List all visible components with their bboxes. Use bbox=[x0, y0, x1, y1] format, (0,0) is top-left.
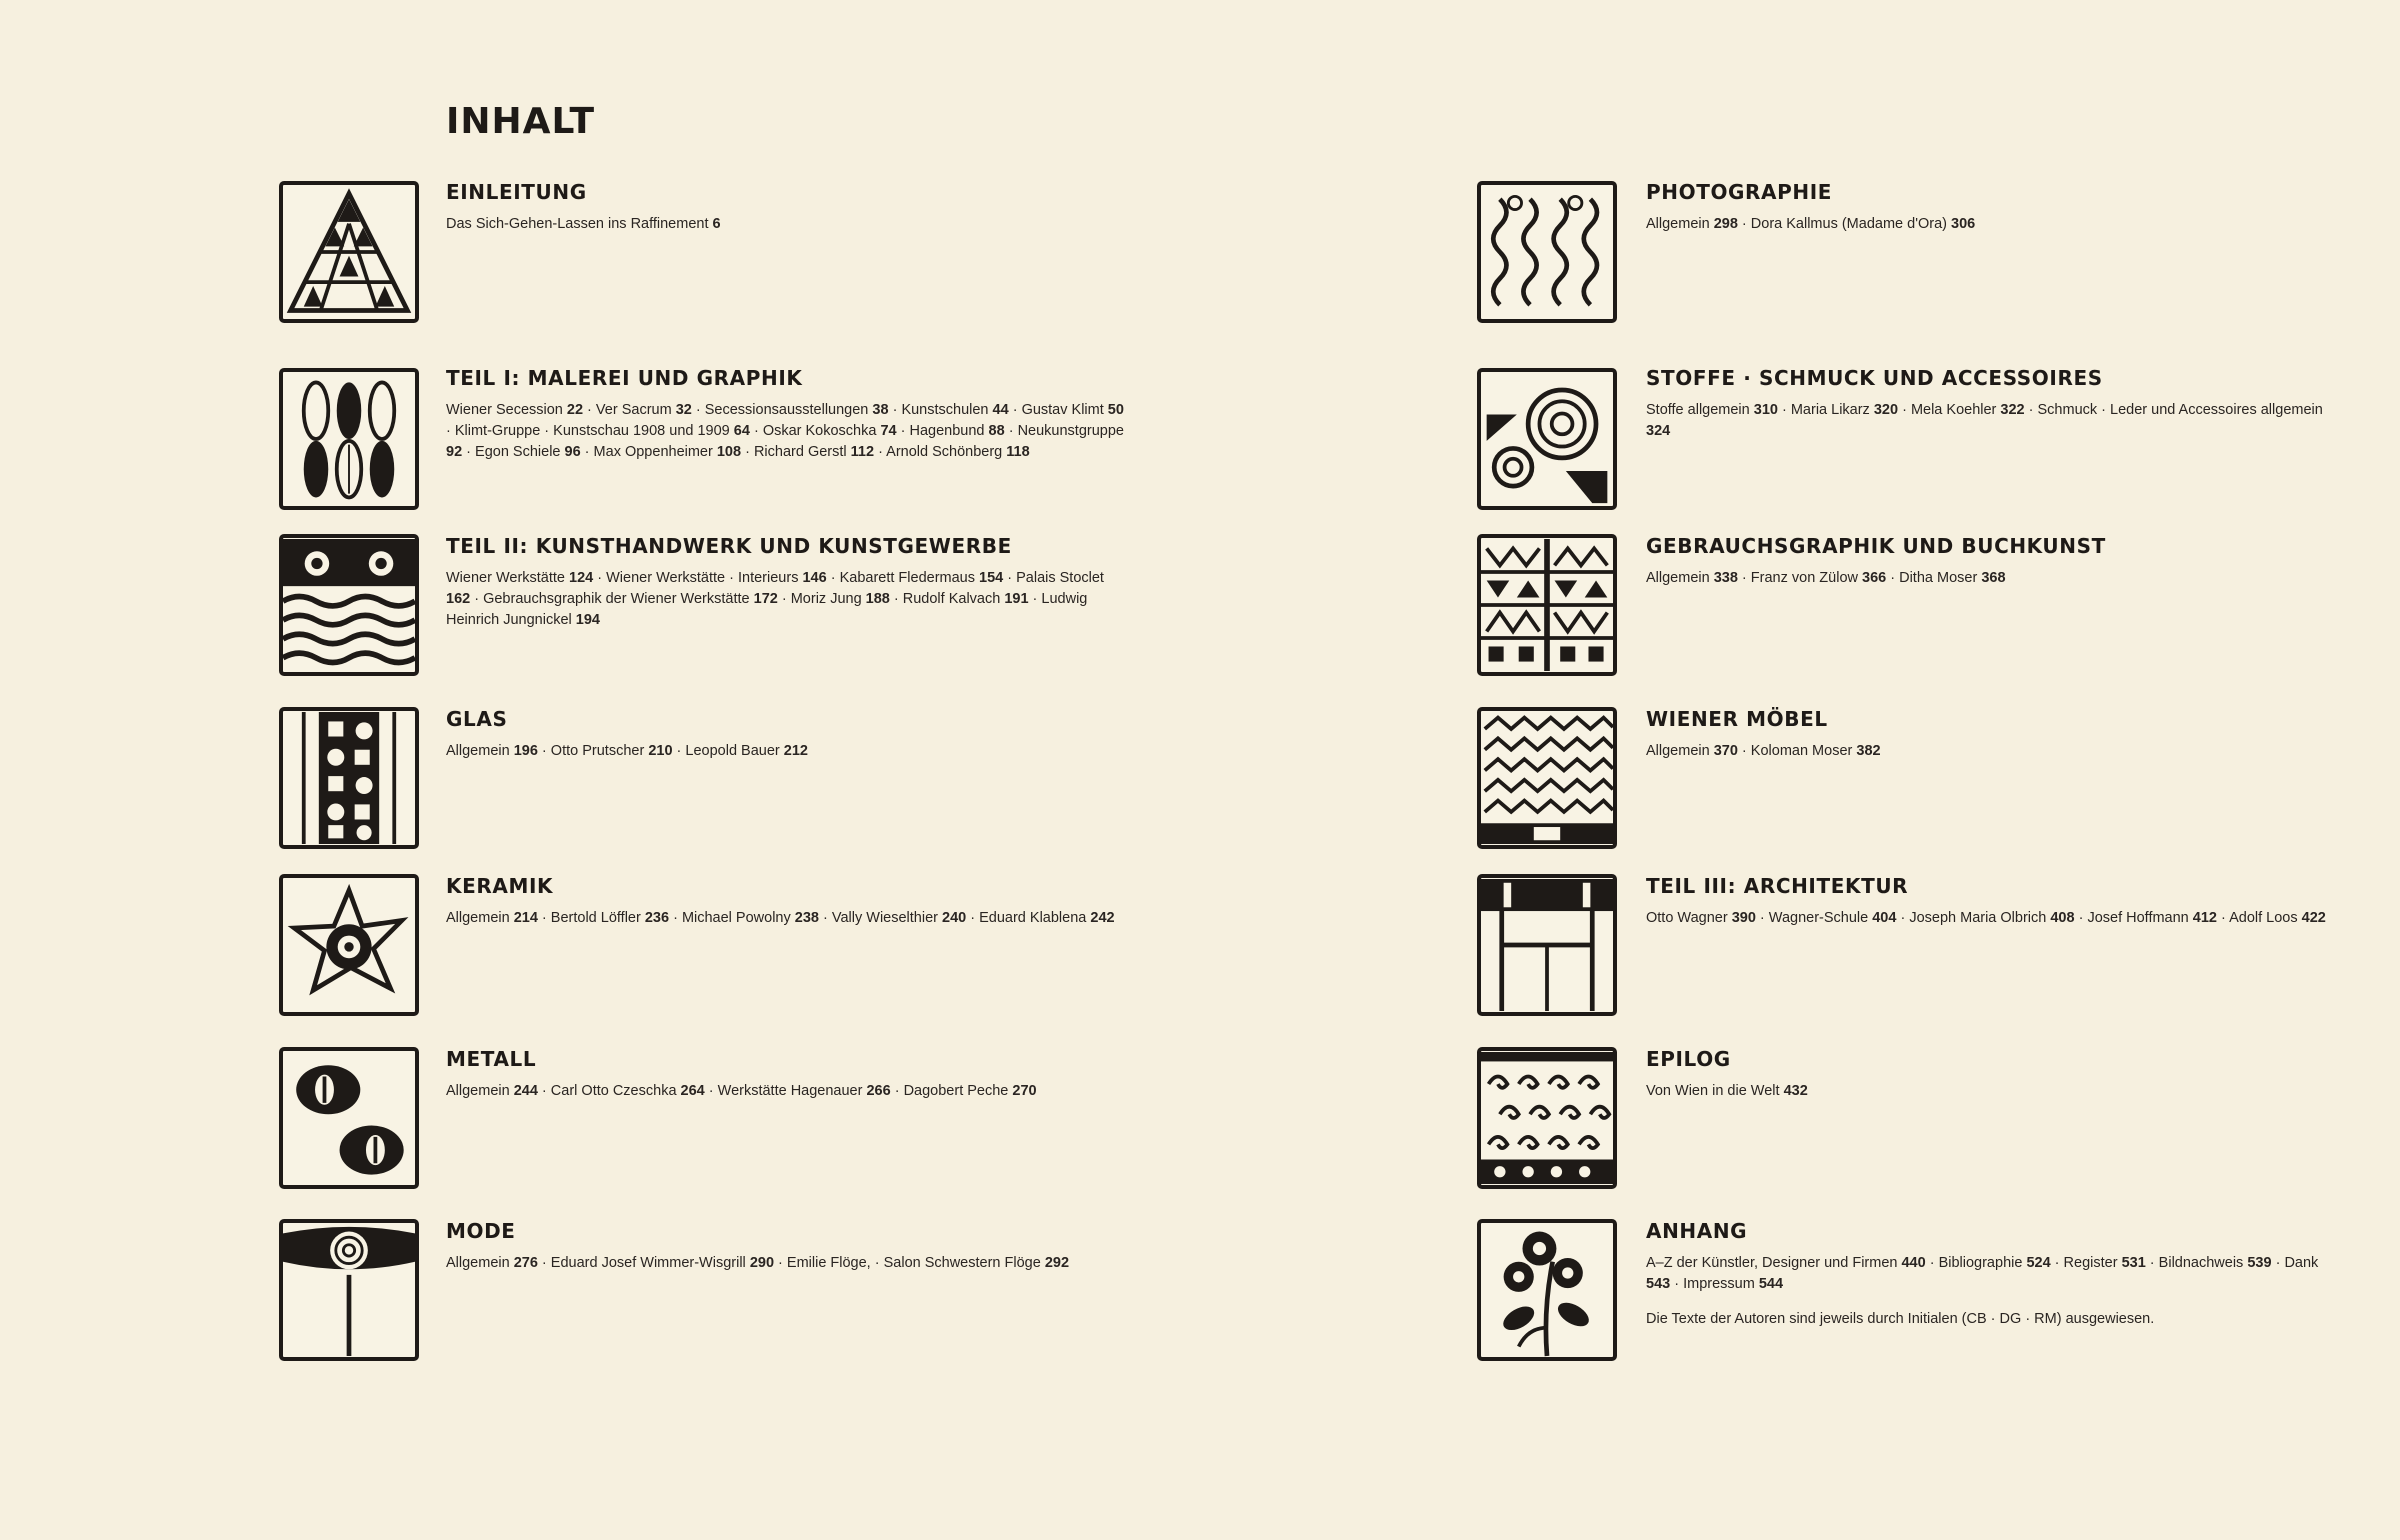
toc-item bbox=[886, 444, 1030, 460]
toc-item-title: Wagner-Schule bbox=[1768, 910, 1869, 926]
section-items bbox=[1646, 1081, 2326, 1102]
toc-item-title: Secessionsausstellungen bbox=[704, 402, 869, 418]
toc-item bbox=[1791, 402, 1898, 418]
toc-item bbox=[1899, 570, 2005, 586]
toc-item-page: 322 bbox=[2000, 402, 2025, 418]
toc-item-title: Werkstätte Hagenauer bbox=[717, 1083, 863, 1099]
toc-item-page: 524 bbox=[2026, 1255, 2051, 1271]
toc-item bbox=[1911, 402, 2025, 418]
toc-item bbox=[763, 423, 897, 439]
roses-icon bbox=[1477, 368, 1617, 510]
toc-item-page: 543 bbox=[1646, 1276, 1671, 1292]
toc-item-page: 118 bbox=[1006, 444, 1030, 460]
section-heading: TEIL III: ARCHITEKTUR bbox=[1646, 874, 1909, 898]
toc-item-title: Michael Powolny bbox=[681, 910, 791, 926]
toc-item-page: 162 bbox=[446, 591, 471, 607]
toc-item-title: Moriz Jung bbox=[790, 591, 862, 607]
toc-item bbox=[1646, 570, 1738, 586]
toc-item bbox=[446, 402, 583, 418]
toc-item-title: Franz von Zülow bbox=[1750, 570, 1858, 586]
toc-item bbox=[1646, 910, 1756, 926]
toc-item-page: 412 bbox=[2192, 910, 2217, 926]
toc-item-title: Ditha Moser bbox=[1899, 570, 1978, 586]
toc-item-page: 531 bbox=[2121, 1255, 2146, 1271]
toc-item-page: 310 bbox=[1753, 402, 1778, 418]
ovals-pattern-icon bbox=[279, 368, 419, 510]
toc-item bbox=[446, 743, 538, 759]
section-items: Allgemein 244 · Carl Otto Czeschka 264 · Werkstätte Hagenauer 266 · Dagobert Peche 270 bbox=[446, 1083, 1037, 1099]
toc-item-title: Dank bbox=[2284, 1255, 2319, 1271]
toc-item-title: Allgemein bbox=[446, 743, 510, 759]
toc-item-title: Emilie Flöge, bbox=[786, 1255, 871, 1271]
toc-item bbox=[596, 402, 692, 418]
toc-item-title: Schmuck · Leder und Accessoires allgemein bbox=[2037, 402, 2323, 418]
section-items: Allgemein 214 · Bertold Löffler 236 · Michael Powolny 238 · Vally Wieselthier 240 · Eduard Klablena 242 bbox=[446, 910, 1115, 926]
toc-item-title: Das Sich-Gehen-Lassen ins Raffinement bbox=[446, 216, 709, 232]
toc-item-page: 6 bbox=[712, 216, 721, 232]
toc-item-title: Rudolf Kalvach bbox=[902, 591, 1001, 607]
toc-item-title: Allgemein bbox=[1646, 743, 1710, 759]
toc-item bbox=[903, 591, 1029, 607]
toc-item bbox=[754, 444, 874, 460]
toc-item bbox=[705, 402, 889, 418]
section-items bbox=[446, 214, 1126, 235]
toc-item bbox=[483, 591, 778, 607]
toc-item-title: Neukunstgruppe bbox=[1017, 423, 1124, 439]
toc-item-title: Max Oppenheimer bbox=[593, 444, 713, 460]
toc-item bbox=[1909, 910, 2074, 926]
toc-item-page: 270 bbox=[1012, 1083, 1037, 1099]
toc-item-page: 191 bbox=[1004, 591, 1029, 607]
toc-item-page: 320 bbox=[1873, 402, 1899, 418]
toc-item-title: Ver Sacrum bbox=[595, 402, 672, 418]
section-heading: TEIL II: KUNSTHANDWERK UND KUNSTGEWERBE bbox=[446, 534, 1012, 558]
toc-item-page: 338 bbox=[1713, 570, 1738, 586]
section-items: Allgemein 338 · Franz von Zülow 366 · Ditha Moser 368 bbox=[1646, 570, 2006, 586]
toc-item-title: Richard Gerstl bbox=[753, 444, 847, 460]
toc-item-title: Kabarett Fledermaus bbox=[839, 570, 975, 586]
toc-item-title: Josef Hoffmann bbox=[2087, 910, 2189, 926]
toc-item-title: Eduard Klablena bbox=[979, 910, 1087, 926]
toc-item-page: 240 bbox=[942, 910, 967, 926]
toc-item bbox=[1022, 402, 1124, 418]
toc-item-title: Klimt-Gruppe bbox=[454, 423, 541, 439]
star-pattern-icon bbox=[279, 874, 419, 1016]
section-heading: TEIL I: MALEREI UND GRAPHIK bbox=[446, 366, 803, 390]
glass-pattern-icon bbox=[279, 707, 419, 849]
section-items: Wiener Werkstätte 124 · Wiener Werkstätte · Interieurs 146 · Kabarett Fledermaus 154 · Palais Stoclet 162 · Gebrauchsgraphik der Wiener Werkstätte 172 · Moriz Jung 188 · Rudolf Kalvach 191 · Ludwig Heinrich Jungnickel 194 bbox=[446, 570, 1104, 628]
toc-item-page: 64 bbox=[733, 423, 750, 439]
toc-item bbox=[446, 910, 538, 926]
section-heading: EINLEITUNG bbox=[446, 180, 587, 204]
page-title: INHALT bbox=[446, 101, 596, 142]
section-items: Otto Wagner 390 · Wagner-Schule 404 · Joseph Maria Olbrich 408 · Josef Hoffmann 412 · Adolf Loos 422 bbox=[1646, 910, 2326, 926]
section-items: Allgemein 370 · Koloman Moser 382 bbox=[1646, 743, 1881, 759]
toc-item-title: Ludwig Heinrich Jungnickel bbox=[446, 591, 1088, 628]
toc-item-title: Palais Stoclet bbox=[1016, 570, 1104, 586]
toc-item-page: 214 bbox=[513, 910, 538, 926]
toc-item-page: 22 bbox=[566, 402, 584, 418]
toc-item-page: 366 bbox=[1862, 570, 1887, 586]
toc-item-page: 74 bbox=[880, 423, 897, 439]
toc-item-title: Dagobert Peche bbox=[903, 1083, 1009, 1099]
toc-item-title: Allgemein bbox=[446, 910, 510, 926]
section-heading: EPILOG bbox=[1646, 1047, 1731, 1071]
toc-item-title: Koloman Moser bbox=[1750, 743, 1853, 759]
toc-item bbox=[1646, 1255, 1926, 1271]
toc-item-page: 44 bbox=[992, 402, 1009, 418]
toc-item-page: 422 bbox=[2301, 910, 2326, 926]
toc-item-page: 266 bbox=[866, 1083, 891, 1099]
toc-item-title: Eduard Josef Wimmer-Wisgrill bbox=[550, 1255, 746, 1271]
toc-item-title: Allgemein bbox=[1646, 216, 1710, 232]
toc-item bbox=[1751, 216, 1975, 232]
section-heading: WIENER MÖBEL bbox=[1646, 707, 1828, 731]
toc-item-title: Egon Schiele bbox=[475, 444, 561, 460]
toc-item bbox=[2087, 910, 2217, 926]
toc-item-page: 196 bbox=[513, 743, 538, 759]
toc-item-title: A–Z der Künstler, Designer und Firmen bbox=[1646, 1255, 1898, 1271]
toc-item-page: 88 bbox=[988, 423, 1005, 439]
toc-item-title: Impressum bbox=[1683, 1276, 1755, 1292]
toc-item bbox=[685, 743, 808, 759]
toc-item bbox=[551, 1255, 774, 1271]
toc-item-title: Gustav Klimt bbox=[1021, 402, 1104, 418]
wavy-lines-icon bbox=[1477, 181, 1617, 323]
toc-item-page: 324 bbox=[1646, 423, 1671, 439]
toc-item-title: Dora Kallmus (Madame d'Ora) bbox=[1750, 216, 1947, 232]
toc-item-title: Salon Schwestern Flöge bbox=[883, 1255, 1041, 1271]
toc-item bbox=[2229, 910, 2326, 926]
toc-item-title: Hagenbund bbox=[909, 423, 985, 439]
toc-item-title: Allgemein bbox=[446, 1083, 510, 1099]
toc-item-title: Vally Wieselthier bbox=[831, 910, 938, 926]
flowers-icon bbox=[1477, 1219, 1617, 1361]
section-items: Wiener Secession 22 · Ver Sacrum 32 · Secessionsausstellungen 38 · Kunstschulen 44 · Gustav Klimt 50 · Klimt-Gruppe · Kunstschau 1908 und 1909 64 · Oskar Kokoschka 74 · Hagenbund 88 · Neukunstgruppe 92 · Egon Schiele 96 · Max Oppenheimer 108 · Richard Gerstl 112 · Arnold Schönberg 118 bbox=[446, 402, 1124, 460]
toc-item-title: Mela Koehler bbox=[1910, 402, 1997, 418]
toc-item bbox=[884, 1255, 1069, 1271]
section-items: Allgemein 276 · Eduard Josef Wimmer-Wisgrill 290 · Emilie Flöge, · Salon Schwestern Flöge 292 bbox=[446, 1255, 1070, 1271]
toc-item-page: 212 bbox=[783, 743, 808, 759]
toc-item-page: 108 bbox=[716, 444, 742, 460]
toc-item-page: 172 bbox=[753, 591, 778, 607]
toc-item-title: Bertold Löffler bbox=[550, 910, 641, 926]
section-heading: ANHANG bbox=[1646, 1219, 1748, 1243]
toc-item-page: 290 bbox=[749, 1255, 775, 1271]
toc-item-title: Wiener Secession bbox=[446, 402, 563, 418]
toc-item-page: 146 bbox=[802, 570, 827, 586]
toc-item bbox=[901, 402, 1008, 418]
section-heading: GEBRAUCHSGRAPHIK UND BUCHKUNST bbox=[1646, 534, 2106, 558]
toc-item bbox=[446, 1255, 538, 1271]
toc-item bbox=[446, 570, 593, 586]
toc-item bbox=[1646, 1083, 1808, 1099]
toc-item bbox=[1939, 1255, 2051, 1271]
spirals-icon bbox=[1477, 1047, 1617, 1189]
toc-item bbox=[1751, 743, 1881, 759]
toc-item-page: 264 bbox=[680, 1083, 705, 1099]
toc-item-page: 242 bbox=[1090, 910, 1115, 926]
toc-item bbox=[1683, 1276, 1783, 1292]
zigzag-icon bbox=[1477, 707, 1617, 849]
toc-item-title: Bildnachweis bbox=[2158, 1255, 2244, 1271]
toc-item bbox=[446, 216, 721, 232]
section-heading: PHOTOGRAPHIE bbox=[1646, 180, 1833, 204]
toc-item-page: 188 bbox=[865, 591, 890, 607]
toc-item-page: 210 bbox=[648, 743, 673, 759]
toc-item-title: Otto Wagner bbox=[1646, 910, 1728, 926]
toc-item-title: Wiener Werkstätte bbox=[446, 570, 565, 586]
toc-item-page: 112 bbox=[850, 444, 875, 460]
toc-item-page: 382 bbox=[1856, 743, 1881, 759]
toc-item-page: 390 bbox=[1731, 910, 1756, 926]
waves-eyes-pattern-icon bbox=[279, 534, 419, 676]
toc-item-page: 92 bbox=[446, 444, 463, 460]
toc-item-page: 194 bbox=[575, 612, 600, 628]
toc-item bbox=[904, 1083, 1037, 1099]
metal-pattern-icon bbox=[279, 1047, 419, 1189]
toc-item bbox=[1769, 910, 1897, 926]
toc-item bbox=[1751, 570, 1886, 586]
toc-item-title: Kunstschulen bbox=[901, 402, 989, 418]
toc-item-page: 432 bbox=[1783, 1083, 1808, 1099]
toc-item bbox=[475, 444, 581, 460]
toc-item-title: Von Wien in die Welt bbox=[1646, 1083, 1780, 1099]
section-items: Allgemein 196 · Otto Prutscher 210 · Leopold Bauer 212 bbox=[446, 743, 808, 759]
toc-item-page: 298 bbox=[1713, 216, 1738, 232]
toc-item bbox=[910, 423, 1005, 439]
toc-item-title: Register bbox=[2063, 1255, 2118, 1271]
toc-item-page: 440 bbox=[1901, 1255, 1926, 1271]
toc-item-title: Leopold Bauer bbox=[685, 743, 780, 759]
toc-item bbox=[787, 1255, 871, 1271]
toc-item-title: Kunstschau 1908 und 1909 bbox=[553, 423, 730, 439]
toc-item-page: 292 bbox=[1044, 1255, 1070, 1271]
toc-item bbox=[551, 910, 669, 926]
toc-item-page: 32 bbox=[675, 402, 692, 418]
triangle-pattern-icon bbox=[279, 181, 419, 323]
toc-item-page: 124 bbox=[569, 570, 594, 586]
toc-item-title: Carl Otto Czeschka bbox=[550, 1083, 677, 1099]
section-heading: MODE bbox=[446, 1219, 516, 1243]
toc-item-title: Maria Likarz bbox=[1790, 402, 1870, 418]
toc-item bbox=[979, 910, 1114, 926]
toc-item-page: 276 bbox=[513, 1255, 538, 1271]
section-heading: METALL bbox=[446, 1047, 537, 1071]
toc-item-page: 368 bbox=[1981, 570, 2006, 586]
toc-item bbox=[682, 910, 819, 926]
toc-item-page: 244 bbox=[513, 1083, 538, 1099]
toc-item-page: 408 bbox=[2050, 910, 2075, 926]
section-items: A–Z der Künstler, Designer und Firmen 440 · Bibliographie 524 · Register 531 · Bildnachweis 539 · Dank 543 · Impressum 544 bbox=[1646, 1255, 2319, 1292]
toc-item-page: 370 bbox=[1713, 743, 1738, 759]
toc-item bbox=[446, 1083, 538, 1099]
geometric-grid-icon bbox=[1477, 534, 1617, 676]
toc-item-page: 238 bbox=[794, 910, 819, 926]
toc-item bbox=[553, 423, 750, 439]
toc-item-title: Arnold Schönberg bbox=[886, 444, 1003, 460]
toc-item bbox=[2064, 1255, 2146, 1271]
toc-item-page: 154 bbox=[979, 570, 1004, 586]
toc-item bbox=[1646, 402, 1778, 418]
toc-item-title: Wiener Werkstätte · Interieurs bbox=[606, 570, 799, 586]
toc-item bbox=[551, 1083, 705, 1099]
section-heading: KERAMIK bbox=[446, 874, 554, 898]
toc-item bbox=[718, 1083, 891, 1099]
section-heading: STOFFE · SCHMUCK UND ACCESSOIRES bbox=[1646, 366, 2103, 390]
toc-item-title: Joseph Maria Olbrich bbox=[1909, 910, 2047, 926]
toc-item-title: Otto Prutscher bbox=[550, 743, 645, 759]
toc-item-title: Oskar Kokoschka bbox=[762, 423, 877, 439]
toc-item-page: 38 bbox=[872, 402, 889, 418]
toc-item bbox=[551, 743, 673, 759]
toc-item-title: Stoffe allgemein bbox=[1646, 402, 1750, 418]
section-heading: GLAS bbox=[446, 707, 508, 731]
toc-item-title: Allgemein bbox=[1646, 570, 1710, 586]
toc-item-page: 539 bbox=[2247, 1255, 2272, 1271]
toc-item-page: 236 bbox=[644, 910, 670, 926]
toc-item-page: 544 bbox=[1758, 1276, 1784, 1292]
toc-item bbox=[594, 444, 742, 460]
toc-item-page: 306 bbox=[1951, 216, 1976, 232]
toc-item-title: Adolf Loos bbox=[2229, 910, 2298, 926]
toc-item bbox=[455, 423, 540, 439]
toc-item-page: 404 bbox=[1872, 910, 1897, 926]
toc-item bbox=[840, 570, 1004, 586]
toc-item bbox=[2159, 1255, 2272, 1271]
toc-item bbox=[1646, 216, 1738, 232]
toc-item-page: 50 bbox=[1107, 402, 1124, 418]
chair-icon bbox=[1477, 874, 1617, 1016]
toc-item bbox=[832, 910, 966, 926]
toc-item-title: Gebrauchsgraphik der Wiener Werkstätte bbox=[483, 591, 750, 607]
toc-item bbox=[606, 570, 827, 586]
section-items: Stoffe allgemein 310 · Maria Likarz 320 · Mela Koehler 322 · Schmuck · Leder und Accessoires allgemein 324 bbox=[1646, 402, 2323, 439]
toc-item-title: Bibliographie bbox=[1938, 1255, 2023, 1271]
toc-item bbox=[1646, 743, 1738, 759]
toc-item-title: Allgemein bbox=[446, 1255, 510, 1271]
toc-item bbox=[791, 591, 890, 607]
rose-panel-icon bbox=[279, 1219, 419, 1361]
toc-item-page: 96 bbox=[564, 444, 581, 460]
section-items: Allgemein 298 · Dora Kallmus (Madame d'Ora) 306 bbox=[1646, 216, 1976, 232]
author-note: Die Texte der Autoren sind jeweils durch Initialen (CB · DG · RM) ausgewiesen. bbox=[1646, 1311, 2155, 1327]
